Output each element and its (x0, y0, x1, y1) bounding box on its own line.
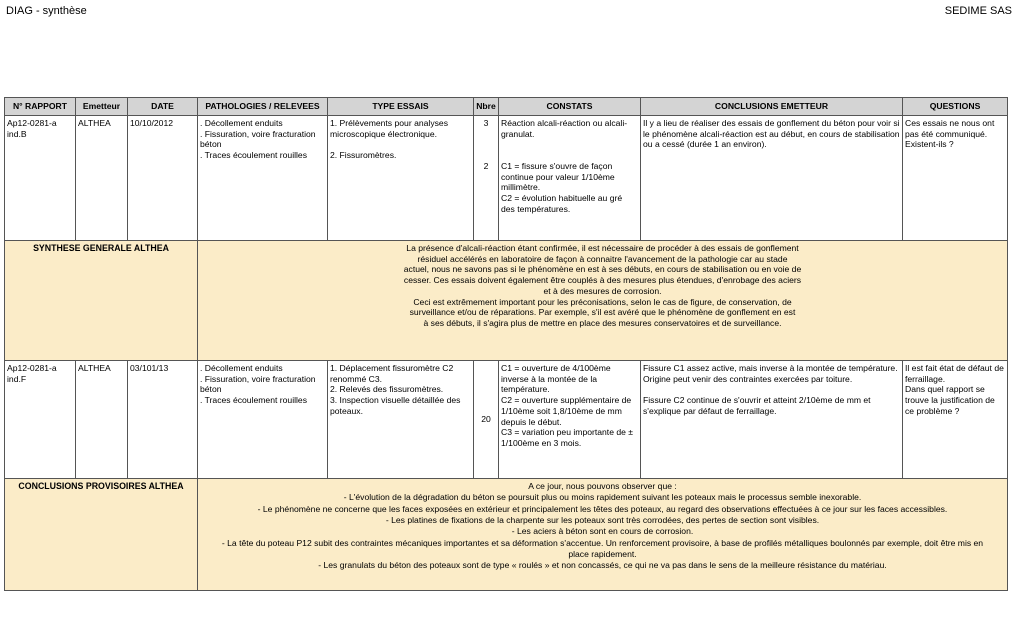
col-header-questions: QUESTIONS (903, 98, 1008, 116)
cell-questions: Il est fait état de défaut de ferraillage. Dans quel rapport se trouve la justification de ce problème ? (903, 361, 1008, 479)
cell-rapport: Ap12-0281-a ind.B (5, 116, 76, 241)
cell-constats: Réaction alcali-réaction ou alcali-granulat. C1 = fissure s'ouvre de façon continue pour valeur 1/10ème millimètre. C2 = évolution habituelle au gré des températures. (499, 116, 641, 241)
cell-nbre-value: 3 (483, 118, 489, 128)
diag-table (4, 97, 1008, 591)
header-company: SEDIME SAS (944, 5, 1012, 17)
table-row (5, 361, 1008, 479)
cell-conclusions: Fissure C1 assez active, mais inverse à la montée de température. Origine peut venir des contraintes exercées par toiture. Fissure C2 continue de s'ouvrir et atteint 2/10ème de mm et s'explique par défaut de ferraillage. (641, 361, 903, 479)
cell-type-essais: 1. Prélèvements pour analyses microscopique électronique. 2. Fissuromètres. (328, 116, 474, 241)
col-header-nbre: Nbre (474, 98, 499, 116)
header-title: DIAG - synthèse (6, 5, 87, 17)
cell-date: 10/10/2012 (128, 116, 198, 241)
conclusions-provisoires-row (5, 479, 1008, 591)
col-header-conclusions: CONCLUSIONS EMETTEUR (641, 98, 903, 116)
cell-constats: C1 = ouverture de 4/100ème inverse à la montée de la température. C2 = ouverture supplémentaire de 1/10ème soit 1,8/10ème de mm depuis le début. C3 = variation peu importante de ± 1/100ème en 3 mois. (499, 361, 641, 479)
col-header-emetteur: Emetteur (76, 98, 128, 116)
cell-pathologies: . Décollement enduits . Fissuration, voire fracturation béton . Traces écoulement rouilles (198, 116, 328, 241)
cell-date: 03/101/13 (128, 361, 198, 479)
conclusions-provisoires-text: A ce jour, nous pouvons observer que : - L'évolution de la dégradation du béton se poursuit plus ou moins rapidement suivant les poteaux mais le processus semble inexorable. - Le phénomène ne concerne que les faces exposées en extérieur et principalement les têtes des poteaux, au regard des observations effectuées à ce jour sur les faces accessibles. - Les platines de fixations de la charpente sur les poteaux sont très corrodées, des pertes de section sont visibles. - Les aciers à béton sont en cours de corrosion. - La tête du poteau P12 subit des contraintes mécaniques importantes et sa déformation s'accentue. Un renforcement provisoire, à base de profilés métalliques boulonnés par exemple, doit être mis en place rapidement. - Les granulats du béton des poteaux sont de type « roulés » et non concassés, ce qui ne va pas dans le sens de la meilleure résistance du matériau. (198, 479, 1008, 591)
cell-questions: Ces essais ne nous ont pas été communiqué. Existent-ils ? (903, 116, 1008, 241)
col-header-type-essais: TYPE ESSAIS (328, 98, 474, 116)
cell-nbre-value: 2 (483, 160, 489, 171)
synthese-label: SYNTHESE GENERALE ALTHEA (5, 241, 198, 361)
col-header-pathologies: PATHOLOGIES / RELEVEES (198, 98, 328, 116)
conclusions-provisoires-label: CONCLUSIONS PROVISOIRES ALTHEA (5, 479, 198, 591)
table-header-row (5, 98, 1008, 116)
col-header-constats: CONSTATS (499, 98, 641, 116)
cell-nbre: 20 (474, 361, 499, 479)
cell-conclusions: Il y a lieu de réaliser des essais de gonflement du béton pour voir si le phénomène alcali-réaction est au début, en cours de stabilisation ou a cessé (durée 1 an environ). (641, 116, 903, 241)
cell-rapport: Ap12-0281-a ind.F (5, 361, 76, 479)
cell-nbre (474, 116, 499, 241)
cell-type-essais: 1. Déplacement fissuromètre C2 renommé C3. 2. Relevés des fissuromètres. 3. Inspection visuelle détaillée des poteaux. (328, 361, 474, 479)
synthese-row (5, 241, 1008, 361)
table-row (5, 116, 1008, 241)
cell-emetteur: ALTHEA (76, 361, 128, 479)
col-header-date: DATE (128, 98, 198, 116)
cell-emetteur: ALTHEA (76, 116, 128, 241)
synthese-text: La présence d'alcali-réaction étant confirmée, il est nécessaire de procéder à des essais de gonflement résiduel accélérés en laboratoire de façon à connaitre l'avancement de la pathologie car au stade actuel, nous ne savons pas si le phénomène en est à ses débuts, en cours de stabilisation ou en voie de cesser. Ces essais doivent également être couplés à des mesures plus étendues, d'enrobage des aciers et à des mesures de corrosion. Ceci est extrêmement important pour les préconisations, selon le cas de figure, de conservation, de surveillance et/ou de réparations. Par exemple, s'il est avéré que le phénomène de gonflement en est à ses débuts, il s'agira plus de mettre en place des mesures conservatoires et de surveillance. (198, 241, 1008, 361)
col-header-rapport: N° RAPPORT (5, 98, 76, 116)
cell-pathologies: . Décollement enduits . Fissuration, voire fracturation béton . Traces écoulement rouilles (198, 361, 328, 479)
